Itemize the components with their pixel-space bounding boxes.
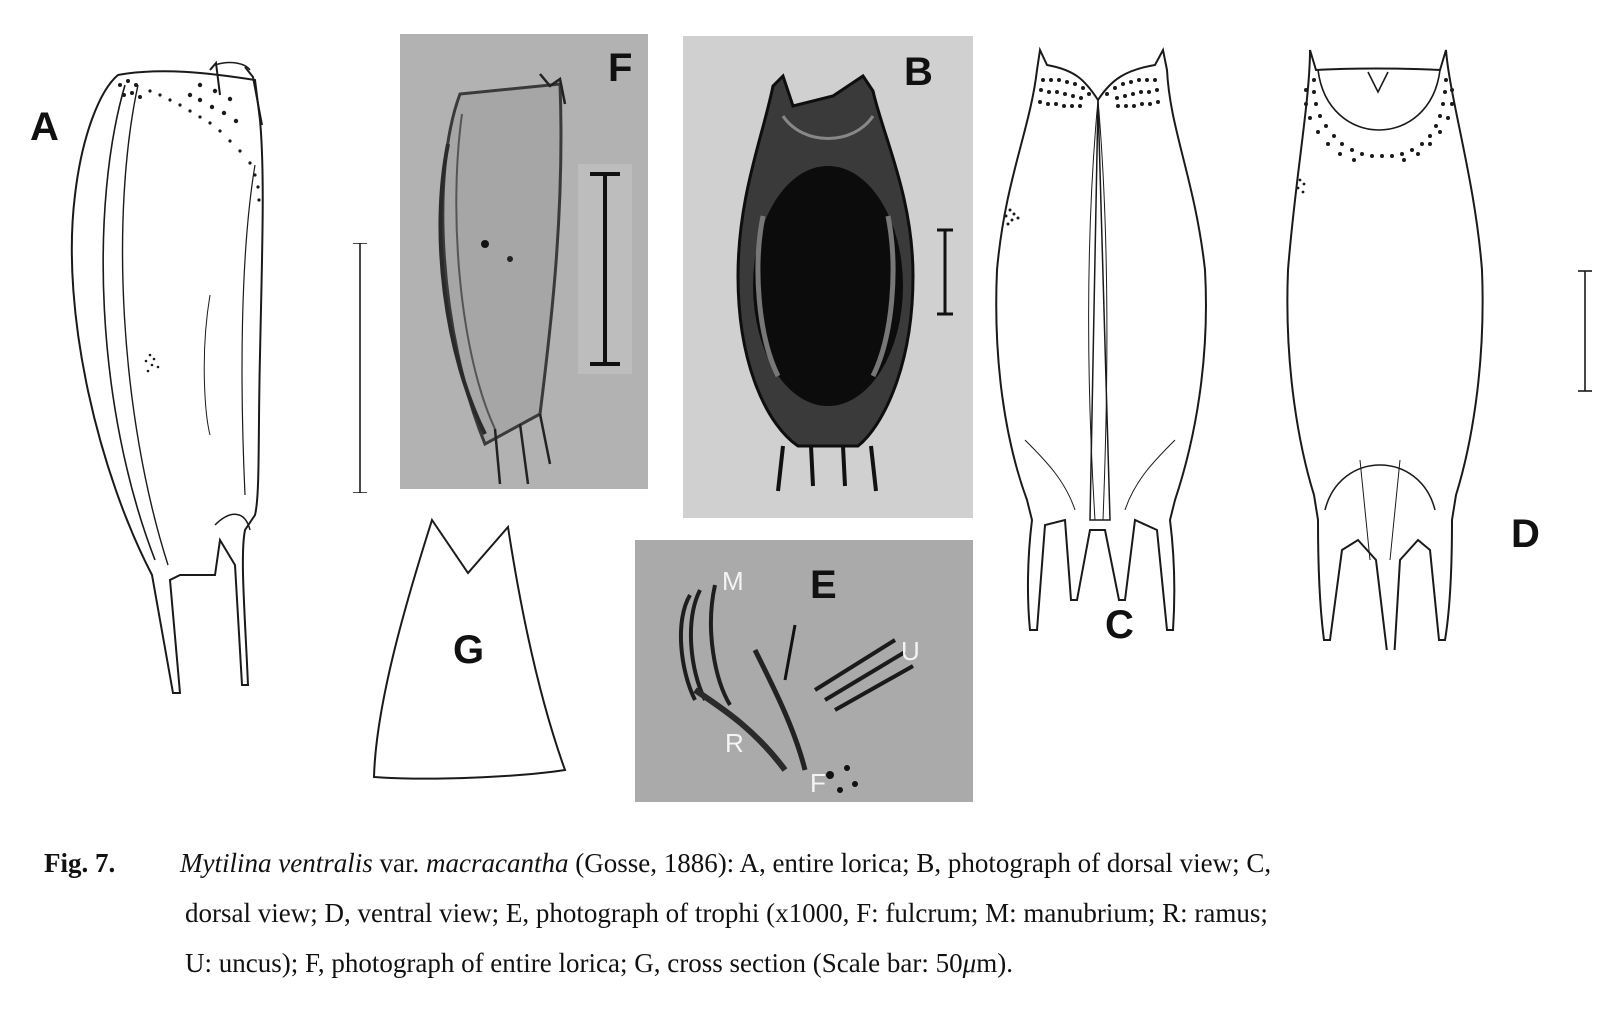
panel-label-b: B [904, 50, 933, 94]
trophi-label-u: U [901, 636, 920, 666]
scale-bar-d [1575, 270, 1595, 397]
panel-label-c: C [1105, 603, 1134, 647]
panel-label-g: G [453, 628, 485, 672]
scale-bar-a [350, 243, 370, 498]
caption-line-3-post: m). [976, 948, 1013, 978]
panel-f-photo [400, 34, 648, 489]
caption-line-1 [44, 838, 1584, 888]
panel-d-drawing [1270, 40, 1500, 650]
panel-c-drawing [985, 40, 1250, 640]
panel-b-photo [683, 36, 973, 518]
scale-bar-b [935, 228, 955, 321]
panel-a-drawing [40, 55, 340, 705]
micro-symbol: μ [962, 948, 977, 978]
panel-label-f: F [608, 46, 633, 90]
trophi-label-f: F [810, 768, 826, 798]
figure-caption [44, 838, 1584, 988]
variety-name: macracantha [425, 848, 569, 878]
caption-line-2: dorsal view; D, ventral view; E, photograph of trophi (x1000, F: fulcrum; M: manubrium; R: ramus; [185, 898, 1268, 928]
caption-line-3-pre: U: uncus); F, photograph of entire lorica; G, cross section (Scale bar: 50 [185, 948, 963, 978]
var-word: var. [372, 848, 426, 878]
caption-line-3 [44, 938, 1584, 988]
panel-label-a: A [30, 105, 59, 149]
panel-label-e: E [810, 563, 837, 607]
trophi-label-m: M [722, 566, 744, 596]
figure-number: Fig. 7. [44, 848, 116, 878]
panel-e-photo [635, 540, 973, 802]
trophi-label-r: R [725, 728, 744, 758]
caption-line-1-rest: (Gosse, 1886): A, entire lorica; B, photograph of dorsal view; C, [568, 848, 1272, 878]
panel-label-d: D [1511, 512, 1540, 556]
species-name: Mytilina ventralis [180, 848, 373, 878]
